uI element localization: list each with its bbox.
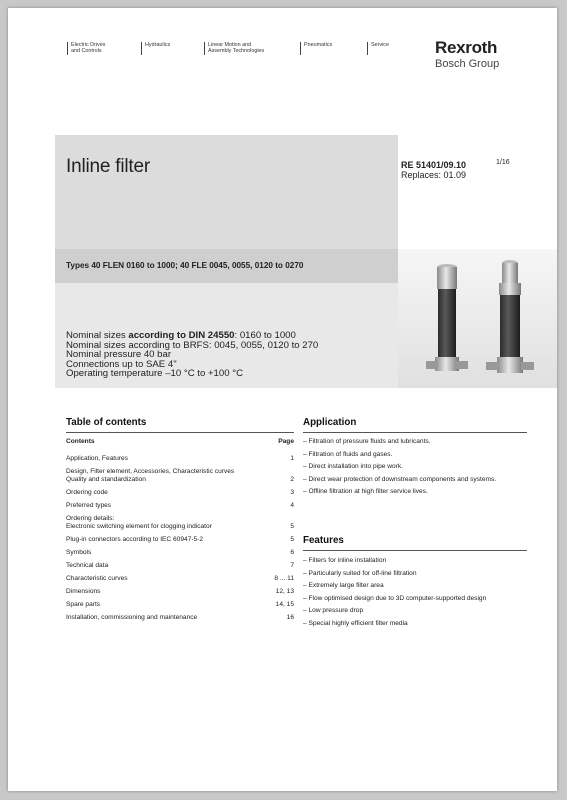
application-list [303,438,496,501]
list-item: – Extremely large filter area [303,582,486,595]
product-photo [398,249,557,388]
table-of-contents [66,438,294,622]
spec-bold: according to DIN 24550 [128,330,235,341]
list-item: – Offline filtration at high filter service lives. [303,488,496,501]
features-list [303,557,486,633]
toc-entry-title: Characteristic curves [66,575,128,582]
list-item: – Filters for inline installation [303,557,486,570]
document-title: Inline filter [66,156,150,177]
spec-text: Nominal sizes [66,330,129,341]
toc-entry[interactable] [66,544,294,557]
features-divider [303,550,527,551]
toc-heading: Table of contents [66,417,147,428]
spec-line: Operating temperature –10 °C to +100 °C [66,368,243,380]
toc-entry-title: Technical data [66,562,109,569]
toc-entry-title: Ordering details: Electronic switching element for clogging indicator [66,515,212,530]
application-heading: Application [303,417,357,428]
toc-entry-page: 5 [290,536,294,543]
toc-entry-page: 12, 13 [275,588,294,595]
toc-entry[interactable] [66,531,294,544]
nav-electric-drives[interactable] [67,42,105,55]
toc-entry-title: Ordering code [66,489,108,496]
toc-entry[interactable] [66,583,294,596]
toc-entry[interactable] [66,596,294,609]
types-heading: Types 40 FLEN 0160 to 1000; 40 FLE 0045, 0055, 0120 to 0270 [66,261,304,270]
list-item: – Flow optimised design due to 3D computer-supported design [303,595,486,608]
nav-service[interactable] [367,42,389,55]
list-item: – Filtration of fluids and gases. [303,451,496,464]
toc-entry-page: 16 [286,614,294,621]
toc-entry-title: Installation, commissioning and maintenance [66,614,198,621]
nav-pneumatics[interactable] [300,42,332,55]
toc-entry[interactable] [66,609,294,622]
document-number: RE 51401/09.10 [401,160,467,170]
replaces-label: Replaces: 01.09 [401,170,467,180]
toc-entry[interactable] [66,497,294,510]
toc-entry-title: Dimensions [66,588,101,595]
nav-label: Hydraulics [145,42,171,48]
spec-line: Nominal sizes according to BRFS: 0045, 0055, 0120 to 270 [66,339,319,351]
list-item: – Special highly efficient filter media [303,620,486,633]
toc-entry-page: 2 [290,476,294,483]
spec-line: Nominal pressure 40 bar [66,349,172,361]
toc-entry-title: Application, Features [66,455,128,462]
nav-label: Pneumatics [304,42,333,48]
toc-entry-page: 5 [290,523,294,530]
nav-label: Linear Motion and Assembly Technologies [208,42,265,55]
nav-label: Service [371,42,389,48]
brand-group: Bosch Group [435,58,500,70]
toc-entry-page: 7 [290,562,294,569]
toc-entry[interactable] [66,463,294,484]
list-item: – Direct wear protection of downstream components and systems. [303,476,496,489]
toc-header-row [66,438,294,450]
spec-line: Connections up to SAE 4" [66,358,177,370]
toc-entry-page: 8 ... 11 [274,575,294,582]
toc-entry[interactable] [66,570,294,583]
toc-divider [66,432,294,433]
toc-col-contents: Contents [66,438,95,445]
page-number: 1/16 [496,159,510,166]
toc-entry-title: Plug-in connectors according to IEC 60947-5-2 [66,536,204,543]
toc-entry-page: 4 [290,502,294,509]
toc-entry-page: 3 [290,489,294,496]
toc-entry[interactable] [66,557,294,570]
toc-col-page: Page [278,438,294,445]
application-divider [303,432,527,433]
title-panel [55,135,398,249]
nav-hydraulics[interactable] [141,42,170,55]
toc-entry[interactable] [66,484,294,497]
toc-entry-page: 14, 15 [275,601,294,608]
specs-list [66,331,318,379]
nav-label: Electric Drives and Controls [71,42,106,55]
toc-entry-title: Preferred types [66,502,112,509]
features-heading: Features [303,535,344,546]
document-page [8,8,557,791]
list-item: – Direct installation into pipe work. [303,463,496,476]
toc-entry-title: Design, Filter element, Accessories, Characteristic curves Quality and standardization [66,468,235,483]
list-item: – Particularly suited for off-line filtration [303,570,486,583]
spec-text: : 0160 to 1000 [234,330,296,341]
list-item: – Filtration of pressure fluids and lubricants. [303,438,496,451]
toc-entry-title: Symbols [66,549,92,556]
toc-entry[interactable] [66,510,294,531]
toc-entry-page: 6 [290,549,294,556]
toc-entry-page: 1 [290,455,294,462]
toc-entry-title: Spare parts [66,601,101,608]
filter-illustration [398,249,557,388]
list-item: – Low pressure drop [303,607,486,620]
nav-linear-motion[interactable] [204,42,264,55]
brand-logo: Rexroth [435,38,498,57]
toc-entry[interactable] [66,450,294,463]
